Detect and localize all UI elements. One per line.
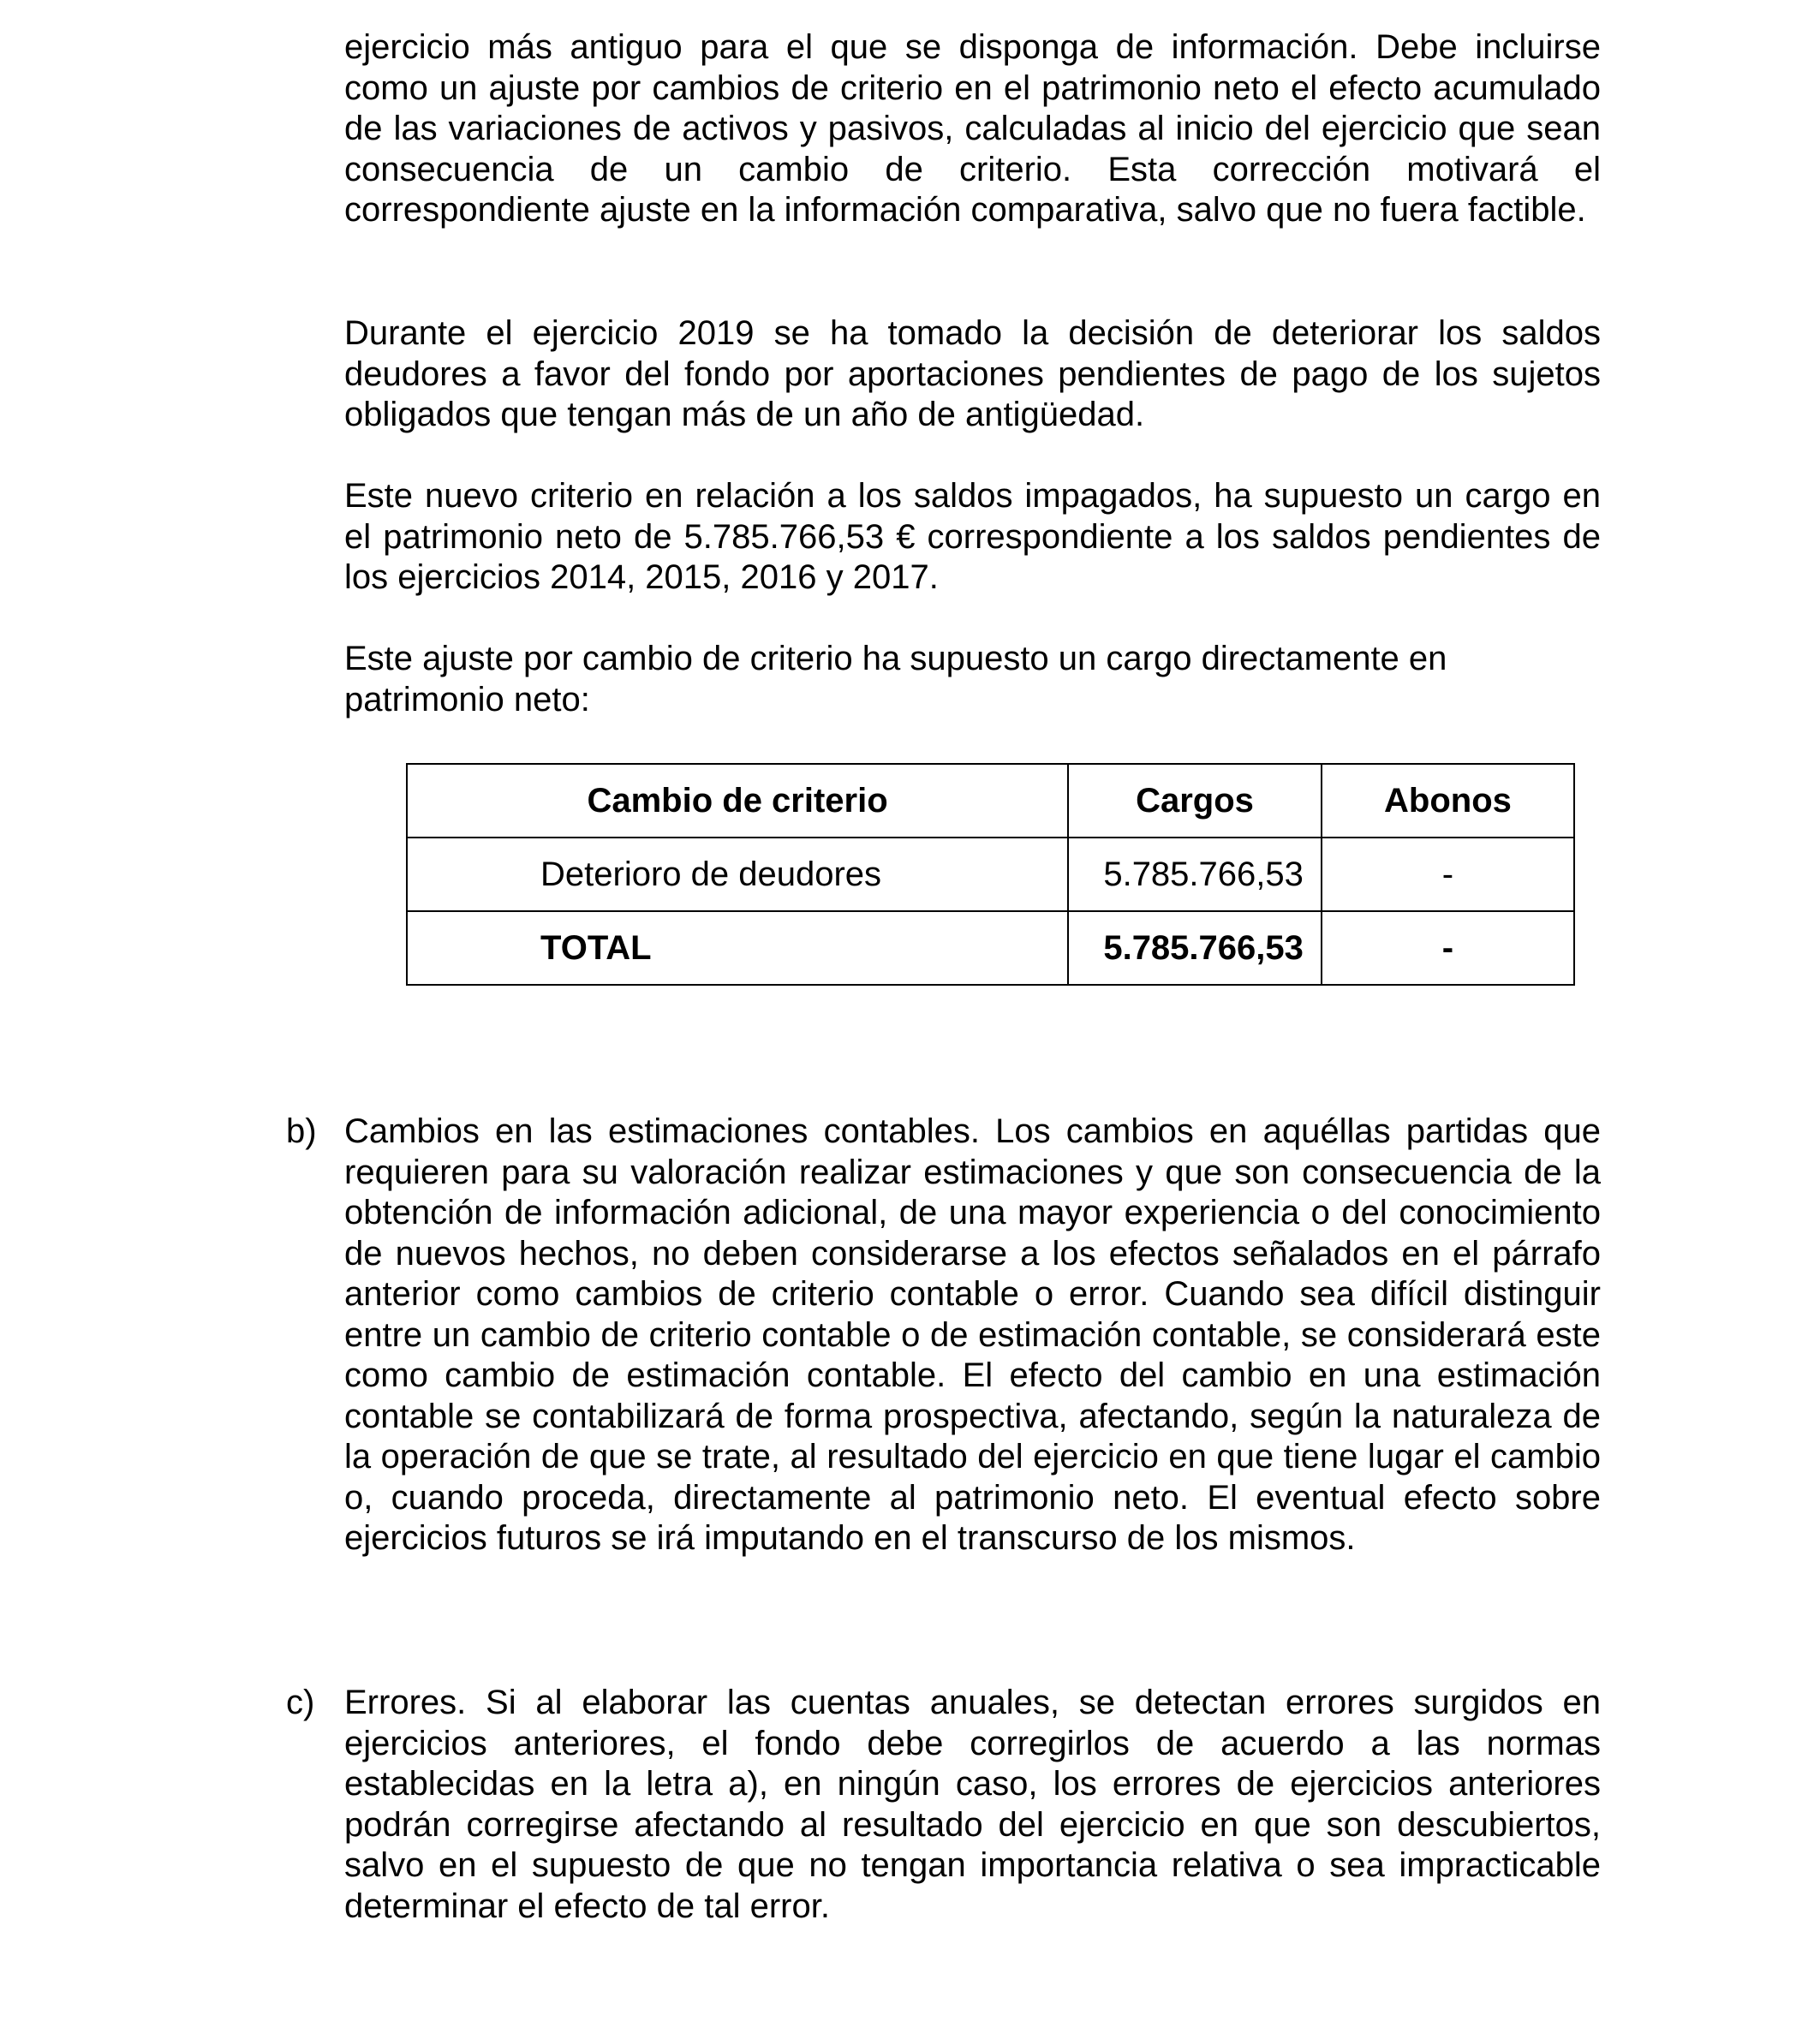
paragraph-criteria-adjustment: ejercicio más antiguo para el que se disponga de información. Debe incluirse como un ajuste por cambios de criterio en el patrimonio neto el efecto acumulado de las variaciones de activos y pasivos, calculadas al inicio del ejercicio que sean consecuencia de un cambio de criterio. Esta corrección motivará el correspondiente ajuste en la información comparativa, salvo que no fuera factible. bbox=[344, 28, 1601, 229]
paragraph-new-criterion-charge: Este nuevo criterio en relación a los saldos impagados, ha supuesto un cargo en el patrimonio neto de 5.785.766,53 € correspondiente a los saldos pendientes de los ejercicios 2014, 2015, 2016 y 2017. bbox=[344, 477, 1601, 596]
header-cambio-de-criterio: Cambio de criterio bbox=[407, 764, 1068, 838]
table-row bbox=[407, 838, 1574, 911]
header-cargos: Cargos bbox=[1068, 764, 1322, 838]
list-marker-c: c) bbox=[286, 1684, 315, 1721]
paragraph-adjustment-intro: Este ajuste por cambio de criterio ha supuesto un cargo directamente en patrimonio neto: bbox=[344, 640, 1447, 718]
criteria-change-table bbox=[406, 763, 1575, 986]
table-header-row bbox=[407, 764, 1574, 838]
list-item-errors: Errores. Si al elaborar las cuentas anuales, se detectan errores surgidos en ejercicios anteriores, el fondo debe corregirlos de acuerdo a las normas establecidas en la letra a), en ningún caso, los errores de ejercicios anteriores podrán corregirse afectando al resultado del ejercicio en que son descubiertos, salvo en el supuesto de que no tengan importancia relativa o sea impracticable determinar el efecto de tal error. bbox=[344, 1684, 1601, 1925]
total-abonos: - bbox=[1322, 911, 1574, 985]
paragraph-deterioration-decision: Durante el ejercicio 2019 se ha tomado la decisión de deteriorar los saldos deudores a favor del fondo por aportaciones pendientes de pago de los sujetos obligados que tengan más de un año de antigüedad. bbox=[344, 314, 1601, 433]
total-label: TOTAL bbox=[407, 911, 1068, 985]
row-cargos: 5.785.766,53 bbox=[1068, 838, 1322, 911]
list-item-estimation-changes: Cambios en las estimaciones contables. Los cambios en aquéllas partidas que requieren para su valoración realizar estimaciones y que son consecuencia de la obtención de información adicional, de una mayor experiencia o del conocimiento de nuevos hechos, no deben considerarse a los efectos señalados en el párrafo anterior como cambios de criterio contable o error. Cuando sea difícil distinguir entre un cambio de criterio contable o de estimación contable, se considerará este como cambio de estimación contable. El efecto del cambio en una estimación contable se contabilizará de forma prospectiva, afectando, según la naturaleza de la operación de que se trate, al resultado del ejercicio en que tiene lugar el cambio o, cuando proceda, directamente al patrimonio neto. El eventual efecto sobre ejercicios futuros se irá imputando en el transcurso de los mismos. bbox=[344, 1112, 1601, 1557]
row-abonos: - bbox=[1322, 838, 1574, 911]
header-abonos: Abonos bbox=[1322, 764, 1574, 838]
row-concept: Deterioro de deudores bbox=[407, 838, 1068, 911]
table-total-row bbox=[407, 911, 1574, 985]
total-cargos: 5.785.766,53 bbox=[1068, 911, 1322, 985]
list-marker-b: b) bbox=[286, 1112, 317, 1150]
